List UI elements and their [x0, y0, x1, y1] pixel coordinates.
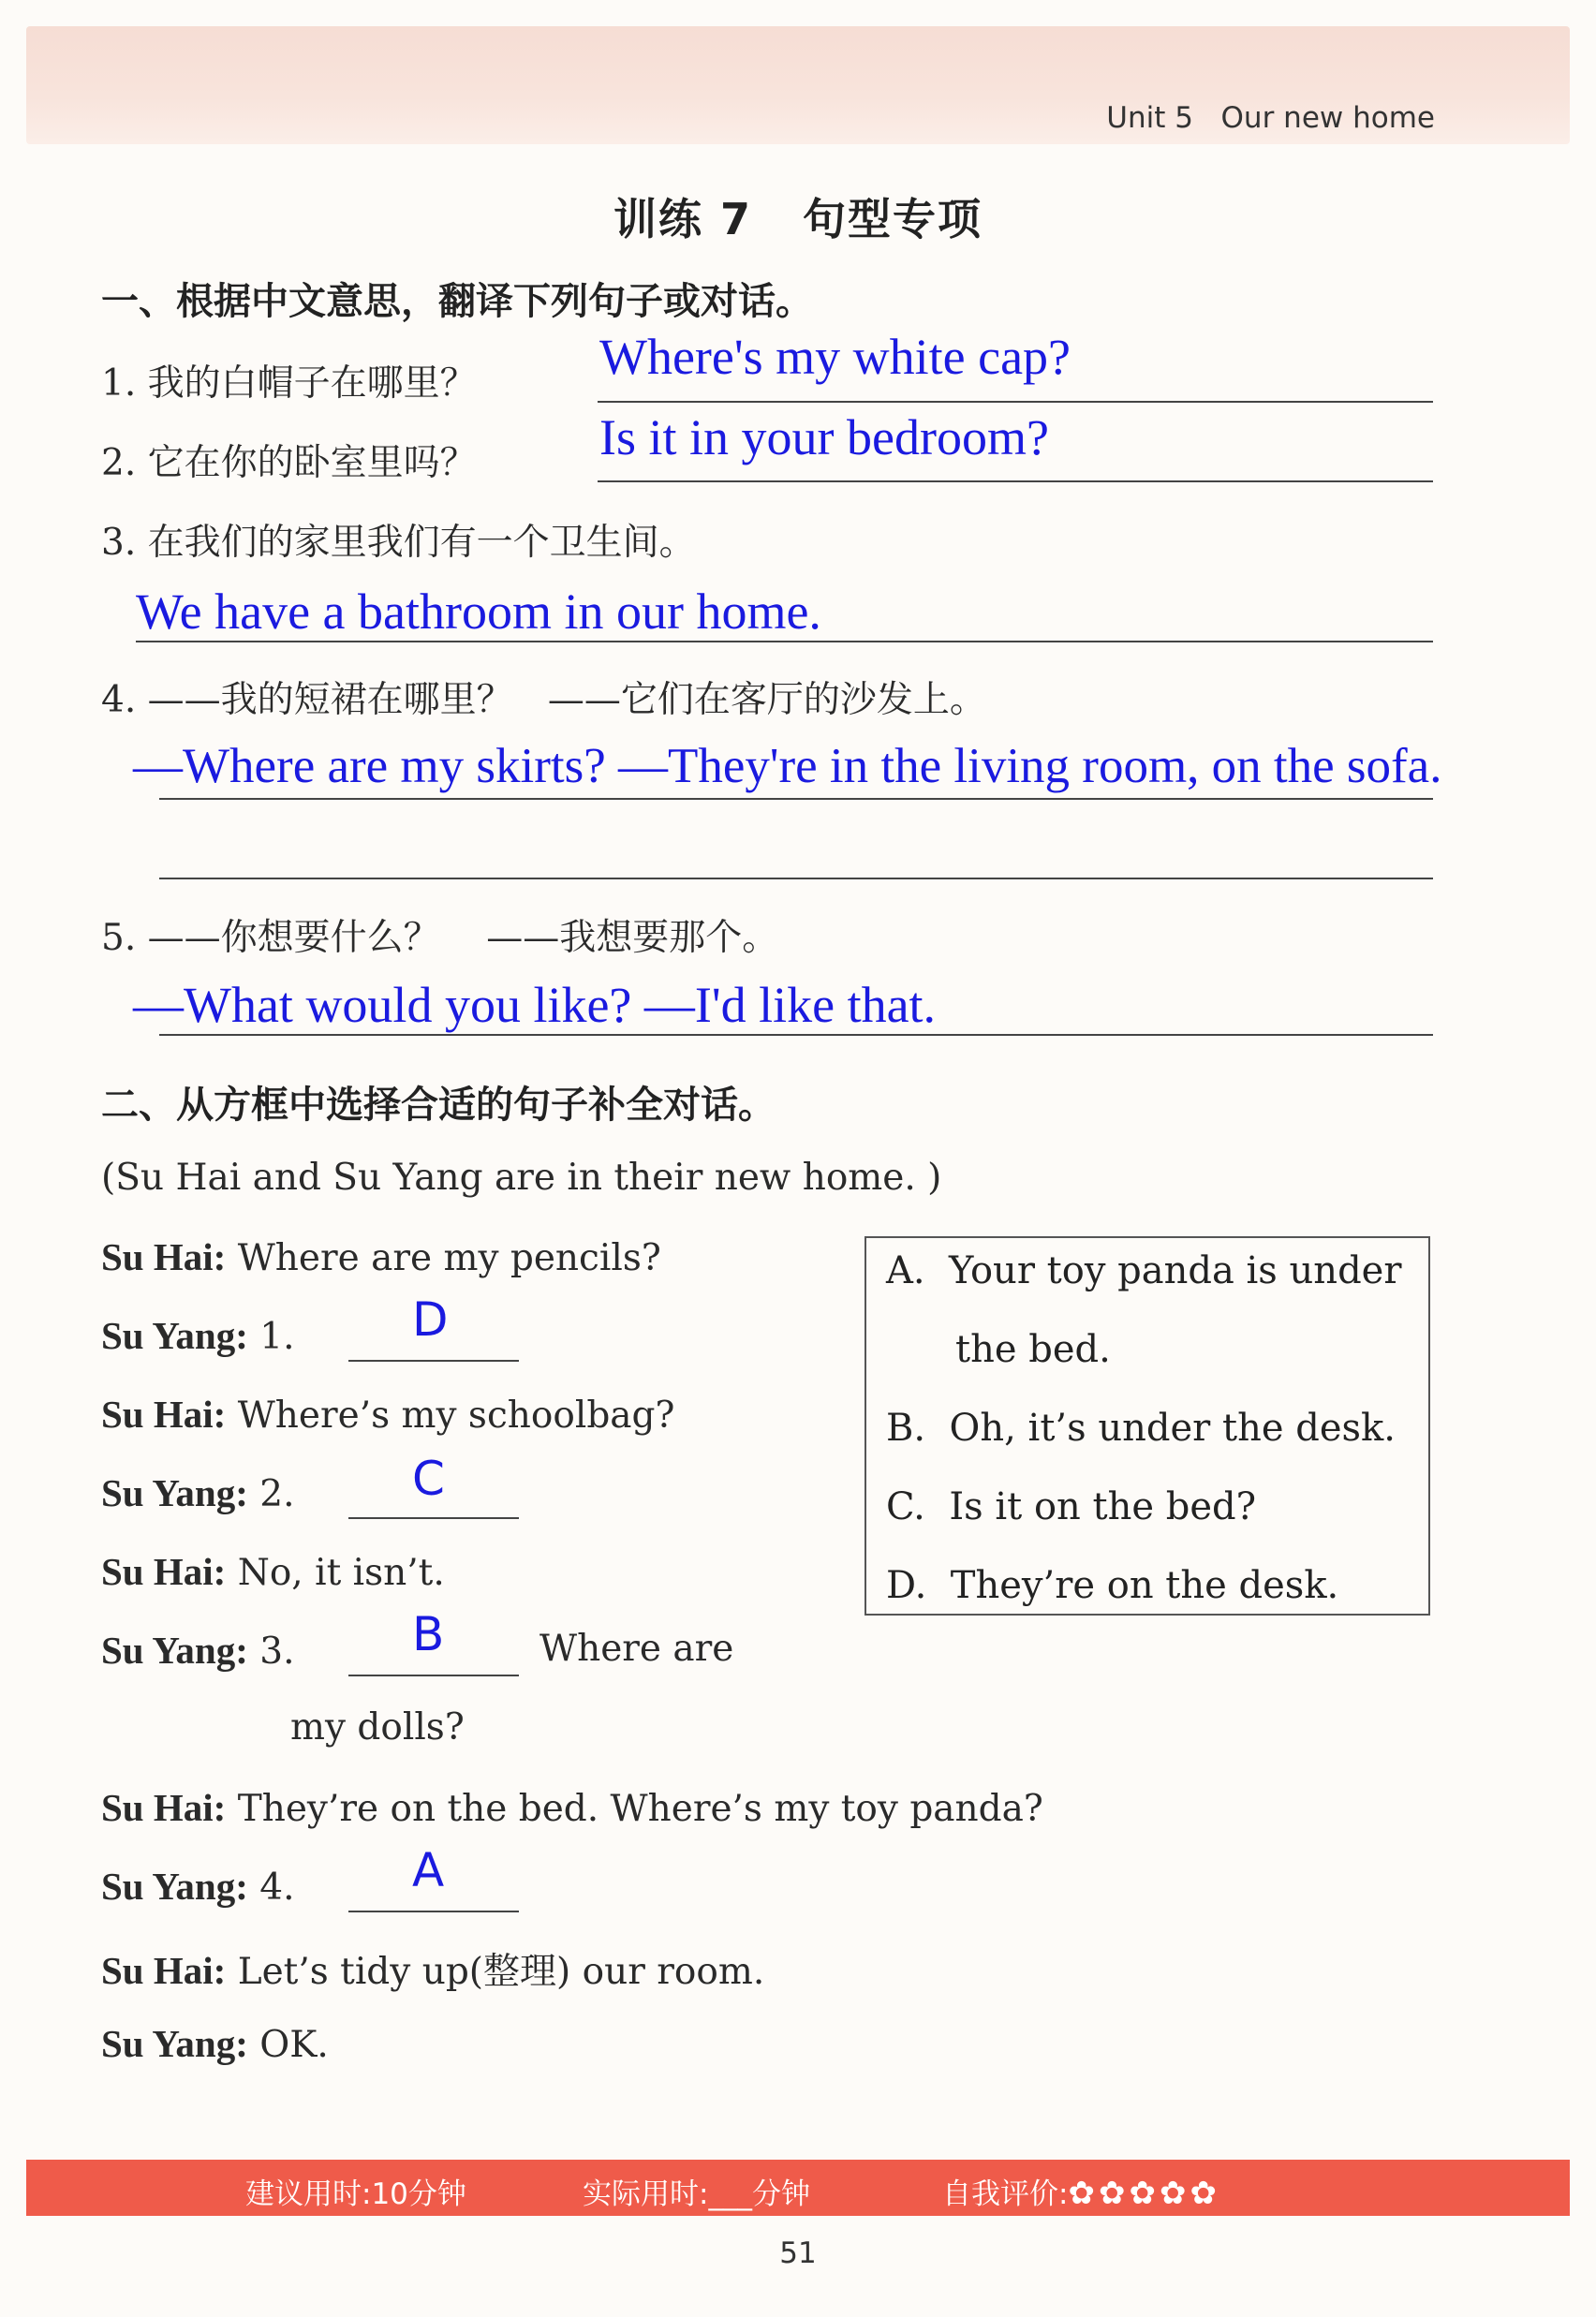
dialogue-line: Su Hai: No, it isn’t.: [101, 1550, 445, 1594]
section1-heading: 一、根据中文意思，翻译下列句子或对话。: [101, 280, 813, 323]
choice-d: [886, 1564, 1338, 1607]
blank-answer-1: D: [412, 1292, 449, 1347]
choice-letter: A.: [886, 1249, 925, 1292]
blank-answer-2: C: [412, 1452, 445, 1506]
speaker-name: Su Hai: [101, 1550, 214, 1593]
question-prompt-b: ——我想要那个。: [486, 917, 779, 959]
answer-line-extra: [159, 878, 1433, 879]
page-title: [0, 185, 1596, 247]
choice-text: They’re on the desk.: [950, 1564, 1339, 1607]
blank-number: 1.: [259, 1316, 295, 1358]
dialogue-line: Su Yang: 1.: [101, 1314, 295, 1358]
title-text: 句型专项: [803, 194, 983, 244]
answer-3: We have a bathroom in our home.: [136, 583, 821, 640]
blank-answer-3: B: [412, 1607, 445, 1661]
dialogue-line: Su Yang: OK.: [101, 2022, 329, 2066]
blank-line: [348, 1675, 519, 1676]
dialogue-text: No, it isn’t.: [237, 1552, 445, 1594]
question-2: [101, 434, 477, 486]
dialogue-text-after: Where are: [539, 1628, 734, 1670]
blank-number: 2.: [259, 1473, 295, 1515]
question-number: 5.: [101, 917, 137, 959]
blank-answer-4: A: [412, 1843, 445, 1897]
question-number: 1.: [101, 362, 137, 405]
speaker-name: Su Hai: [101, 1786, 214, 1829]
dialogue-text-cont: my dolls?: [290, 1706, 465, 1749]
choice-c: [886, 1485, 1256, 1528]
dialogue-text: They’re on the bed. Where’s my toy panda?: [237, 1788, 1043, 1830]
answer-line: [159, 798, 1433, 800]
speaker-name: Su Yang: [101, 2022, 236, 2065]
question-3: [101, 513, 696, 566]
dialogue-text: Where’s my schoolbag?: [237, 1395, 675, 1437]
dialogue-line: Su Yang: 3.: [101, 1629, 295, 1673]
dialogue-text: Where are my pencils?: [237, 1237, 661, 1279]
choice-text: Your toy panda is under: [949, 1249, 1402, 1292]
section2-heading: 二、从方框中选择合适的句子补全对话。: [101, 1084, 776, 1127]
title-label: 训练 7: [613, 194, 752, 244]
self-eval-label: 自我评价:: [942, 2177, 1069, 2211]
speaker-name: Su Yang: [101, 1865, 236, 1908]
question-1: [101, 354, 477, 406]
choice-a: [886, 1249, 1401, 1292]
answer-line: [598, 480, 1433, 482]
question-4: [101, 671, 986, 723]
suggested-time: 建议用时:10分钟: [245, 2177, 466, 2211]
flower-icon: ✿: [1190, 2175, 1217, 2212]
blank-number: 3.: [259, 1631, 295, 1673]
speaker-name: Su Yang: [101, 1471, 236, 1514]
page-number: 51: [779, 2236, 817, 2270]
question-prompt: 我的白帽子在哪里？: [147, 362, 477, 405]
speaker-name: Su Hai: [101, 1393, 214, 1436]
answer-1: Where's my white cap?: [599, 329, 1071, 385]
answer-line: [598, 401, 1433, 403]
speaker-name: Su Hai: [101, 1235, 214, 1278]
question-number: 3.: [101, 522, 137, 564]
flower-icon: ✿: [1098, 2175, 1126, 2212]
dialogue-intro: (Su Hai and Su Yang are in their new home. ): [101, 1157, 942, 1199]
dialogue-line: Su Yang: 4.: [101, 1865, 295, 1909]
choice-letter: C.: [886, 1485, 925, 1528]
choice-text: Oh, it’s under the desk.: [949, 1407, 1396, 1450]
answer-line: [136, 641, 1433, 642]
question-prompt-b: ——它们在客厅的沙发上。: [547, 679, 986, 721]
question-prompt: 在我们的家里我们有一个卫生间。: [147, 522, 696, 564]
choice-text: Is it on the bed?: [949, 1485, 1257, 1528]
unit-number: Unit 5: [1106, 101, 1193, 135]
flower-icon: ✿: [1068, 2175, 1095, 2212]
choice-b: [886, 1407, 1396, 1450]
question-number: 2.: [101, 442, 137, 484]
dialogue-line: Su Hai: Where are my pencils?: [101, 1235, 661, 1279]
question-5: [101, 908, 778, 961]
self-evaluation: [942, 2170, 1220, 2212]
dialogue-line: Su Yang: 2.: [101, 1471, 295, 1515]
rating-flowers: [1068, 2177, 1220, 2211]
question-prompt: 它在你的卧室里吗？: [147, 442, 477, 484]
speaker-name: Su Yang: [101, 1629, 236, 1672]
dialogue-line: Su Hai: Let’s tidy up(整理) our room.: [101, 1949, 765, 1993]
question-prompt-a: ——我的短裙在哪里？: [147, 679, 513, 721]
speaker-name: Su Yang: [101, 1314, 236, 1357]
blank-line: [348, 1517, 519, 1519]
dialogue-text: Let’s tidy up(整理) our room.: [237, 1951, 765, 1993]
blank-line: [348, 1360, 519, 1362]
blank-line: [348, 1911, 519, 1912]
dialogue-text: OK.: [259, 2024, 329, 2066]
speaker-name: Su Hai: [101, 1949, 214, 1992]
blank-number: 4.: [259, 1867, 295, 1909]
question-prompt-a: ——你想要什么？: [147, 917, 440, 959]
choice-a-cont: the bed.: [955, 1328, 1111, 1371]
choice-letter: D.: [886, 1564, 927, 1607]
dialogue-line: Su Hai: They’re on the bed. Where’s my toy panda?: [101, 1786, 1043, 1830]
answer-2: Is it in your bedroom?: [599, 409, 1049, 465]
flower-icon: ✿: [1129, 2175, 1156, 2212]
unit-heading: [1106, 101, 1435, 135]
dialogue-line: Su Hai: Where’s my schoolbag?: [101, 1393, 675, 1437]
answer-line: [159, 1034, 1433, 1036]
flower-icon: ✿: [1159, 2175, 1187, 2212]
unit-title: Our new home: [1220, 101, 1435, 135]
actual-time: 实际用时:___分钟: [583, 2177, 810, 2211]
answer-5: —What would you like? —I'd like that.: [133, 977, 937, 1033]
question-number: 4.: [101, 679, 137, 721]
answer-4: —Where are my skirts? —They're in the living room, on the sofa.: [133, 739, 1442, 793]
choice-letter: B.: [886, 1407, 926, 1450]
